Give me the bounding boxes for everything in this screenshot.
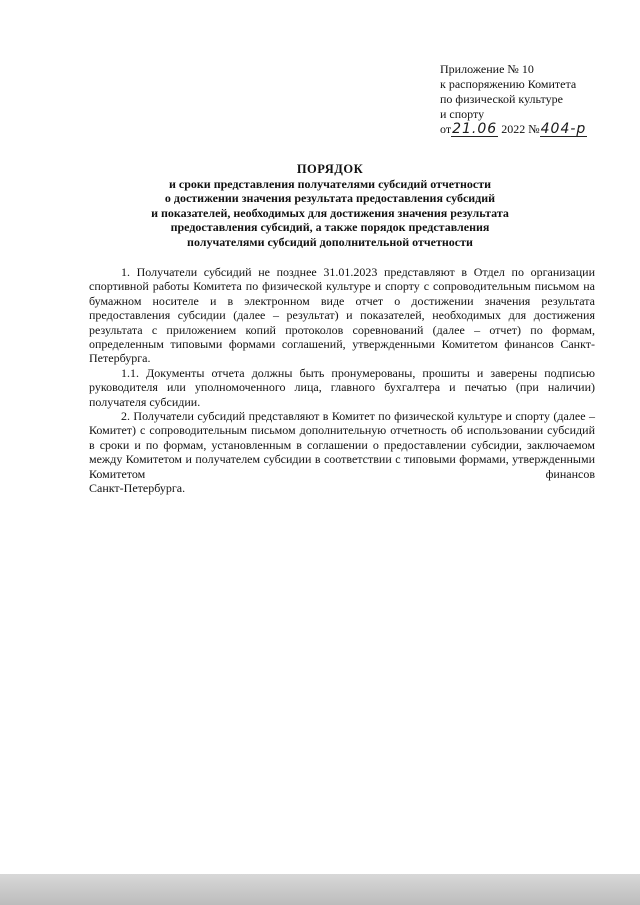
paragraph-2: 2. Получатели субсидий представляют в Комитет по физической культуре и спорту (далее – Комитет) с сопроводительным письмом дополнительную отчетность об использовании субсидий в сроки и по формам, установленным в соглашении о предоставлении субсидии, заключаемом между Комитетом и получателем субсидии в соответствии с типовыми формами, утвержденными Комитетом финансов [89, 409, 595, 481]
title-heading: ПОРЯДОК [296, 162, 364, 176]
title-line-3: и показателей, необходимых для достижения значения результата [151, 205, 509, 220]
handwritten-number: 404-р [540, 121, 587, 137]
annex-line-1: Приложение № 10 [440, 62, 534, 76]
annex-line-3: по физической культуре [440, 92, 563, 106]
paragraph-2-tail: Санкт-Петербурга. [89, 481, 186, 496]
annex-year: 2022 № [501, 122, 540, 136]
annex-line-2: к распоряжению Комитета [440, 77, 577, 91]
annex-date-prefix: от [440, 122, 452, 136]
document-body [89, 265, 595, 496]
document-title [80, 162, 580, 250]
scan-bottom-edge [0, 874, 640, 905]
title-line-1: и сроки представления получателями субсидий отчетности [168, 176, 492, 191]
annex-block [440, 62, 587, 137]
handwritten-date: 21.06 [452, 121, 498, 137]
annex-line-4: и спорту [440, 107, 485, 121]
title-line-5: получателями субсидий дополнительной отчетности [187, 234, 473, 249]
title-line-2: о достижении значения результата предоставления субсидий [164, 191, 496, 206]
paragraph-1: 1. Получатели субсидий не позднее 31.01.2023 представляют в Отдел по организации спортивной работы Комитета по физической культуре и спорту с сопроводительным письмом на бумажном носителе и в электронном виде отчет о достижении значения результата предоставления субсидии (далее – результат) и показателей, необходимых для достижения результата с приложением копий протоколов соревнований (далее – отчет) по формам, определенным типовыми формами соглашений, утвержденными Комитетом финансов Санкт-Петербурга. [89, 265, 595, 366]
annex-date-line [440, 122, 587, 137]
title-line-4: предоставления субсидий, а также порядок представления [170, 220, 490, 235]
paragraph-1-1: 1.1. Документы отчета должны быть пронумерованы, прошиты и заверены подписью руководителя или уполномоченного лица, главного бухгалтера и печатью (при наличии) получателя субсидии. [89, 365, 595, 409]
